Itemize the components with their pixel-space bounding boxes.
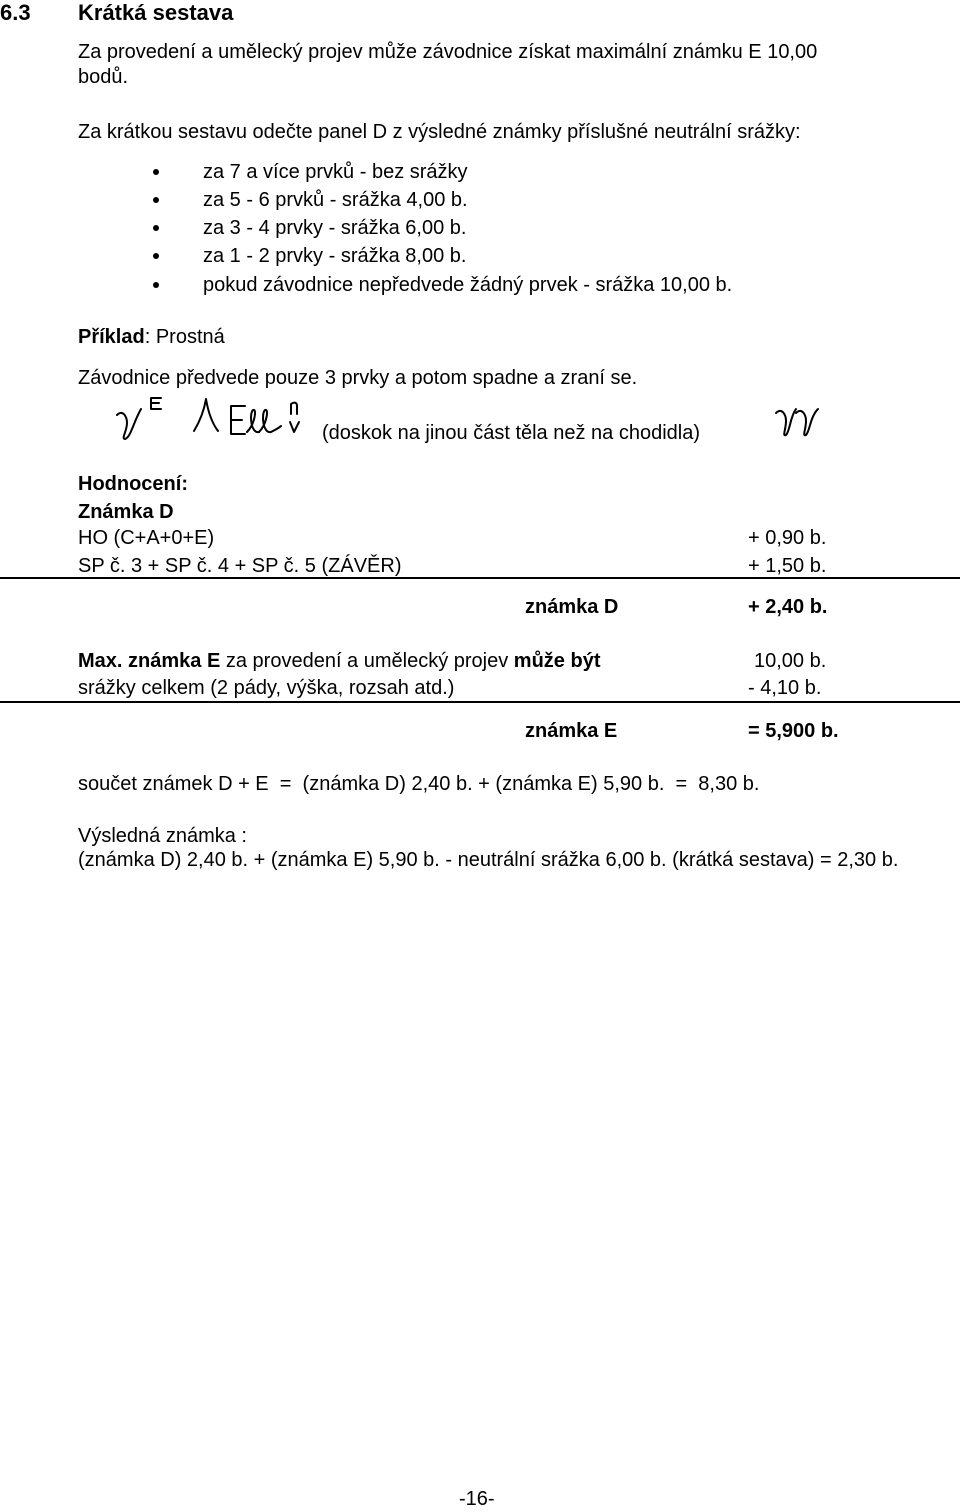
row-label: HO (C+A+0+E) (78, 527, 215, 549)
d-score-heading: Známka D (78, 501, 174, 523)
handwritten-nv-icon (288, 400, 308, 440)
handwritten-gamma-e-icon (115, 393, 175, 443)
intro-line-3: Za krátkou sestavu odečte panel D z výsledné známky příslušné neutrální srážky: (78, 121, 801, 143)
list-item: za 3 - 4 prvky - srážka 6,00 b. (203, 217, 467, 239)
example-label: Příklad (78, 326, 145, 348)
example-heading (78, 324, 225, 350)
final-score-label: Výsledná známka : (78, 825, 247, 847)
e-score-label: známka E (128, 650, 221, 672)
row-value: + 1,50 b. (748, 555, 827, 577)
max-e-can-be: může být (513, 650, 601, 672)
row-label: SP č. 3 + SP č. 4 + SP č. 5 (ZÁVĚR) (78, 555, 402, 577)
bullet-icon (153, 282, 159, 288)
e-total-label: známka E (525, 720, 618, 742)
max-e-value: 10,00 b. (754, 650, 827, 672)
list-item: za 1 - 2 prvky - srážka 8,00 b. (203, 245, 467, 267)
list-item: za 7 a více prvků - bez srážky (203, 161, 468, 183)
e-total-value: = 5,900 b. (748, 720, 839, 742)
section-title: Krátká sestava (78, 0, 234, 25)
bullet-icon (153, 169, 159, 175)
max-e-line (78, 648, 600, 674)
d-total-value: + 2,40 b. (748, 596, 828, 618)
section-number: 6.3 (0, 0, 31, 25)
list-item: za 5 - 6 prvků - srážka 4,00 b. (203, 189, 468, 211)
d-total-label: známka D (525, 596, 619, 618)
handwritten-double-gamma-icon (774, 403, 824, 439)
example-apparatus: : Prostná (144, 326, 225, 348)
intro-line-1: Za provedení a umělecký projev může závodnice získat maximální známku E 10,00 (78, 41, 818, 63)
max-e-text: za provedení a umělecký projev (225, 650, 509, 672)
handwritten-lambda-icon (190, 393, 220, 433)
sum-line: součet známek D + E = (známka D) 2,40 b. + (známka E) 5,90 b. = 8,30 b. (78, 773, 760, 795)
example-description: Závodnice předvede pouze 3 prvky a potom spadne a zraní se. (78, 367, 638, 389)
final-score-formula: (známka D) 2,40 b. + (známka E) 5,90 b. - neutrální srážka 6,00 b. (krátká sestava) = 2,30 b. (78, 849, 899, 871)
list-item: pokud závodnice nepředvede žádný prvek - srážka 10,00 b. (203, 274, 733, 296)
deductions-total-label: srážky celkem (2 pády, výška, rozsah atd.) (78, 677, 455, 699)
bullet-icon (153, 253, 159, 259)
handwritten-ell-icon (225, 400, 285, 440)
row-value: + 0,90 b. (748, 527, 827, 549)
bullet-icon (153, 225, 159, 231)
landing-note: (doskok na jinou část těla než na chodidla) (322, 422, 701, 444)
evaluation-heading: Hodnocení: (78, 473, 188, 495)
page-number: -16- (459, 1488, 495, 1510)
max-label: Max. (78, 650, 123, 672)
deductions-total-value: - 4,10 b. (748, 677, 822, 699)
intro-line-2: bodů. (78, 66, 129, 88)
divider (0, 701, 960, 703)
bullet-icon (153, 197, 159, 203)
divider (0, 577, 960, 579)
